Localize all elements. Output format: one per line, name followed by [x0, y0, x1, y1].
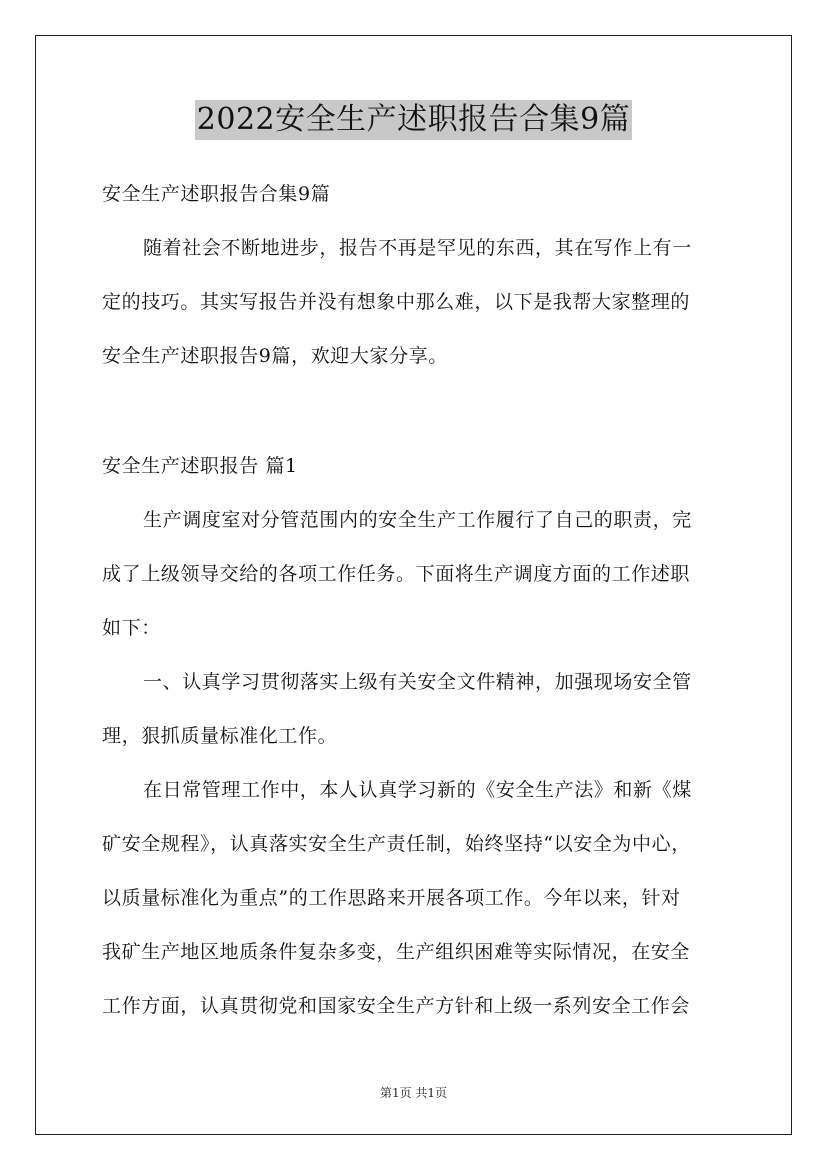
para3-line-5: 工作方面，认真贯彻党和国家安全生产方针和上级一系列安全工作会 — [102, 995, 691, 1017]
para1-line-1: 生产调度室对分管范围内的安全生产工作履行了自己的职责，完 — [143, 509, 692, 531]
page-footer: 第1页 共1页 — [379, 1086, 448, 1100]
para3-line-4: 我矿生产地区地质条件复杂多变，生产组织困难等实际情况，在安全 — [102, 941, 691, 963]
para3-line-3: 以质量标准化为重点”的工作思路来开展各项工作。今年以来，针对 — [102, 887, 681, 909]
para2-line-2: 理，狠抓质量标准化工作。 — [102, 725, 338, 747]
para3-line-1: 在日常管理工作中，本人认真学习新的《安全生产法》和新《煤 — [143, 779, 692, 801]
section-heading: 安全生产述职报告 篇1 — [102, 455, 298, 477]
para2-line-1: 一、认真学习贯彻落实上级有关安全文件精神，加强现场安全管 — [143, 671, 692, 693]
document-title: 2022安全生产述职报告合集9篇 — [195, 100, 632, 140]
para1-line-3: 如下： — [102, 617, 161, 639]
intro-line-3: 安全生产述职报告9篇，欢迎大家分享。 — [102, 345, 448, 367]
document-subtitle: 安全生产述职报告合集9篇 — [102, 183, 331, 205]
para3-line-2: 矿安全规程》，认真落实安全生产责任制，始终坚持“以安全为中心， — [102, 833, 691, 855]
intro-line-2: 定的技巧。其实写报告并没有想象中那么难，以下是我帮大家整理的 — [102, 291, 691, 313]
para1-line-2: 成了上级领导交给的各项工作任务。下面将生产调度方面的工作述职 — [102, 563, 691, 585]
title-container — [0, 100, 827, 140]
intro-line-1: 随着社会不断地进步，报告不再是罕见的东西，其在写作上有一 — [143, 237, 692, 259]
